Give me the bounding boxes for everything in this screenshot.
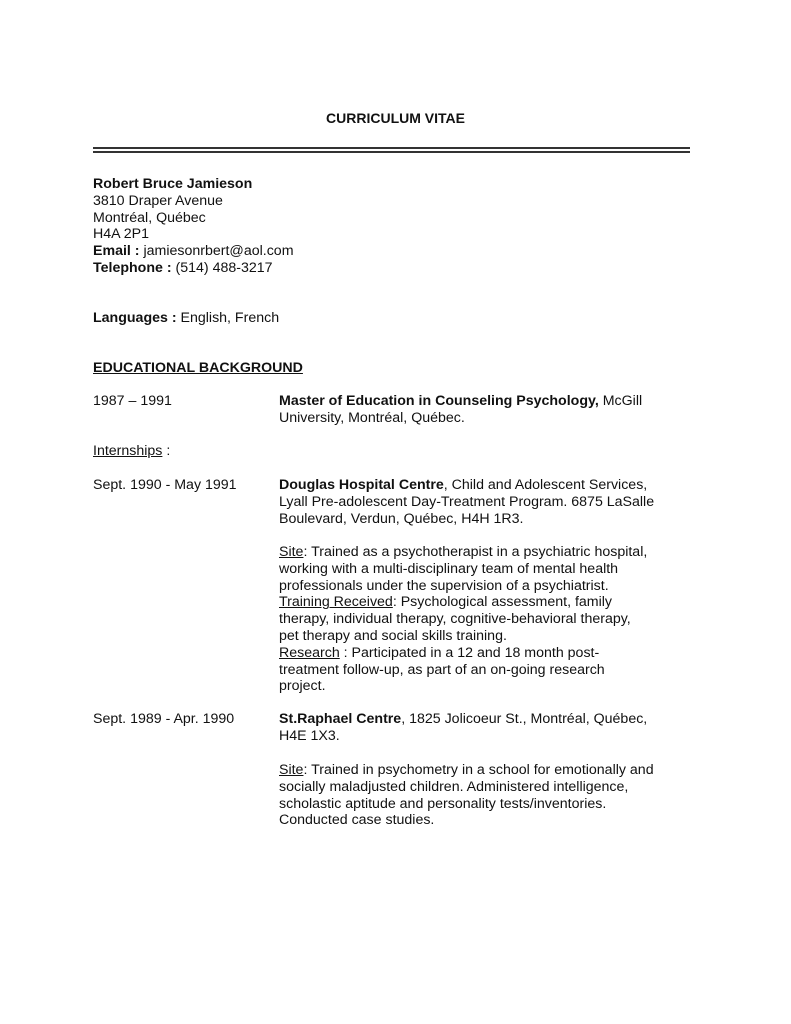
site-text: working with a multi-disciplinary team of mental health [279,560,619,577]
languages-line [93,310,279,327]
site-text: professionals under the supervision of a psychiatrist. [279,577,609,594]
training-text: therapy, individual therapy, cognitive-behavioral therapy, [279,611,631,628]
site-text: Conducted case studies. [279,812,435,829]
site-text: socially maladjusted children. Administered intelligence, [279,778,629,795]
phone-value: (514) 488-3217 [175,259,273,276]
internships-label-text: Internships [93,443,163,459]
internships-colon: : [162,443,171,459]
languages-value: English, French [180,310,280,326]
training-text: pet therapy and social skills training. [279,627,507,644]
degree-institution: McGill [602,393,643,409]
research-text: treatment follow-up, as part of an on-going research [279,661,605,678]
double-rule-divider [93,147,690,153]
site-text: : Trained as a psychotherapist in a psychiatric hospital, [303,544,648,560]
site-label: Site [279,762,304,778]
internship-dates: Sept. 1990 - May 1991 [93,477,237,493]
site-text: scholastic aptitude and personality tests/inventories. [279,795,607,812]
internship-notes [279,762,654,829]
degree-dates: 1987 – 1991 [93,393,172,409]
contact-block [93,176,294,277]
contact-name: Robert Bruce Jamieson [93,176,253,192]
email-value[interactable]: jamiesonrbert@aol.com [143,243,294,260]
degree-title: Master of Education in Counseling Psychology, [279,393,599,409]
phone-label: Telephone : [93,259,172,276]
internship-entry [279,711,647,745]
internship-detail: , Child and Adolescent Services, [443,477,648,493]
languages-label: Languages : [93,310,177,326]
phone-line [93,260,294,277]
internship-detail: Boulevard, Verdun, Québec, H4H 1R3. [279,510,524,527]
training-text: : Psychological assessment, family [392,594,613,611]
degree-description [279,393,642,427]
internship-dates: Sept. 1989 - Apr. 1990 [93,711,235,727]
internship-detail: Lyall Pre-adolescent Day-Treatment Program. 6875 LaSalle [279,493,655,510]
research-text: : Participated in a 12 and 18 month post- [339,644,600,661]
research-text: project. [279,678,326,695]
address-line: Montréal, Québec [93,209,206,226]
internship-detail: H4E 1X3. [279,727,340,744]
degree-location: University, Montréal, Québec. [279,409,465,426]
internship-name: Douglas Hospital Centre [279,477,444,493]
internship-detail: , 1825 Jolicoeur St., Montréal, Québec, [401,711,648,727]
internships-label [93,443,170,460]
internship-notes [279,544,647,695]
address-line: 3810 Draper Avenue [93,192,223,209]
document-title: CURRICULUM VITAE [326,110,465,126]
training-label: Training Received [279,594,393,611]
address-line: H4A 2P1 [93,226,150,243]
section-heading-education: EDUCATIONAL BACKGROUND [93,360,303,376]
internship-name: St.Raphael Centre [279,711,402,727]
research-label: Research [279,644,340,661]
site-text: : Trained in psychometry in a school for emotionally and [303,762,654,778]
internship-entry [279,477,654,527]
email-label: Email : [93,243,140,260]
site-label: Site [279,544,304,560]
email-line [93,243,294,260]
